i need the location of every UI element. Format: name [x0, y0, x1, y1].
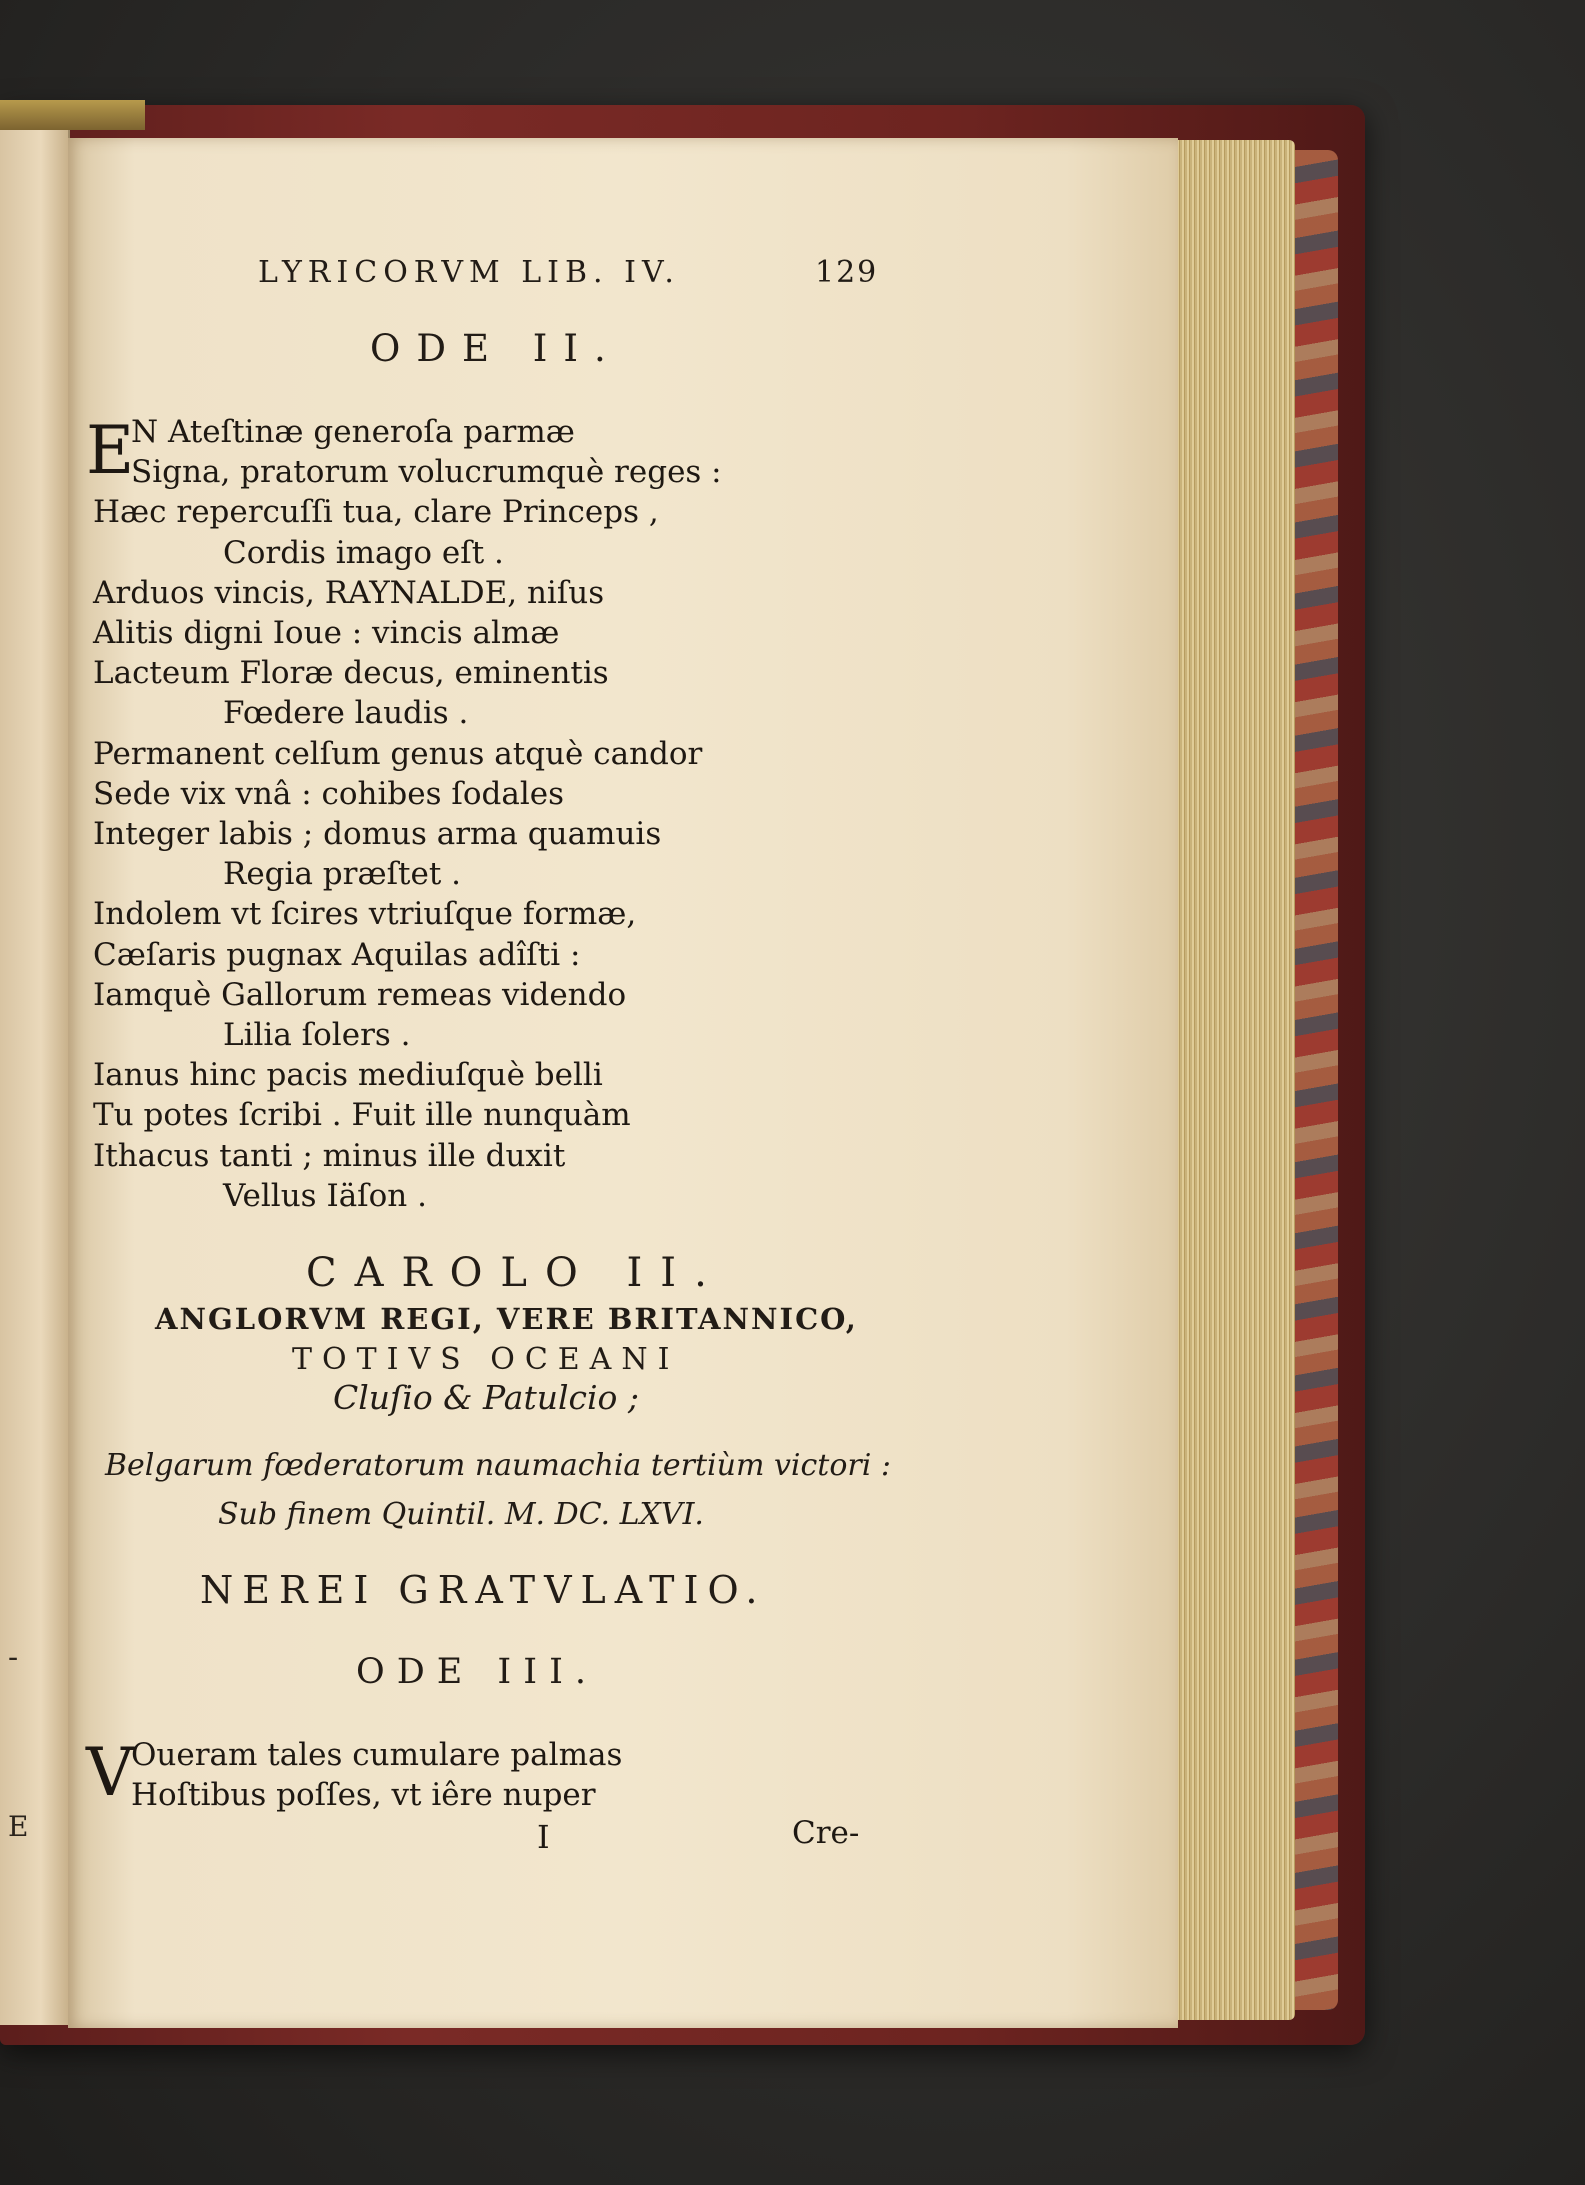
page-number: 129 [815, 255, 879, 290]
verse-line: Signa, pratorum volucrumquè reges : [131, 454, 722, 491]
verse-line: N Ateſtinæ generoſa parmæ [131, 414, 575, 450]
verse-line: Cordis imago eſt . [223, 534, 504, 571]
verse-line: Lacteum Floræ decus, eminentis [93, 655, 609, 692]
verse-line: Sede vix vnâ : cohibes ſodales [93, 775, 564, 812]
verse-line: Cæſaris pugnax Aquilas adîſti : [93, 936, 581, 973]
verse-line: Hoſtibus poſſes, vt iêre nuper [131, 1777, 596, 1814]
dedication-anglorum: ANGLORVM REGI, VERE BRITANNICO, [155, 1302, 858, 1336]
left-page-mark-letter: E [8, 1810, 29, 1843]
ode-ii-drop-cap: E [86, 412, 135, 489]
running-head-title: LYRICORVM LIB. IV. [258, 255, 680, 290]
verse-line: Integer labis ; domus arma quamuis [93, 816, 662, 853]
verse-line: Tu potes ſcribi . Fuit ille nunquàm [93, 1097, 631, 1134]
dedication-totius: TOTIVS OCEANI [292, 1342, 680, 1377]
verse-line: Alitis digni Ioue : vincis almæ [93, 615, 560, 652]
page-block-edge [1170, 140, 1295, 2020]
ode-iii-verse [93, 1735, 622, 1815]
verse-line: Regia præſtet . [223, 856, 462, 893]
verse-line: Ithacus tanti ; minus ille duxit [93, 1137, 566, 1174]
verse-line: Iamquè Gallorum remeas videndo [93, 976, 627, 1013]
catchword: Cre- [792, 1815, 860, 1851]
ode-iii-drop-cap: V [86, 1734, 134, 1811]
verse-line: Fœdere laudis . [223, 695, 469, 732]
ode-iii-heading: ODE III. [356, 1652, 599, 1692]
verse-line: Ianus hinc pacis mediuſquè belli [93, 1057, 603, 1094]
verse-line: Vellus Iäſon . [223, 1177, 427, 1214]
verse-line: Oueram tales cumulare palmas [131, 1737, 623, 1773]
verse-line: Permanent celſum genus atquè candor [93, 735, 703, 772]
ode-ii-verse [93, 412, 722, 1216]
verse-line: Indolem vt ſcires vtriuſque formæ, [93, 896, 637, 933]
signature-mark: I [537, 1818, 550, 1856]
verse-line: Arduos vincis, RAYNALDE, niſus [93, 574, 605, 611]
dedication-date: Sub finem Quintil. M. DC. LXVI. [218, 1497, 704, 1532]
spine-headband [0, 100, 145, 130]
left-page-mark-dash: - [8, 1640, 19, 1675]
verse-line: Lilia ſolers . [223, 1017, 411, 1054]
dedication-belgarum: Belgarum fœderatorum naumachia tertiùm victori : [105, 1448, 891, 1483]
marbled-fore-edge [1288, 150, 1338, 2010]
dedication-carolo: CAROLO II. [306, 1250, 725, 1296]
dedication-clusio: Cluſio & Patulcio ; [333, 1378, 640, 1417]
nerei-gratulatio-title: NEREI GRATVLATIO. [200, 1568, 767, 1612]
verse-line: Hæc repercuſſi tua, clare Princeps , [93, 494, 659, 531]
ode-ii-heading: ODE II. [370, 327, 622, 370]
left-facing-page [0, 130, 70, 2025]
